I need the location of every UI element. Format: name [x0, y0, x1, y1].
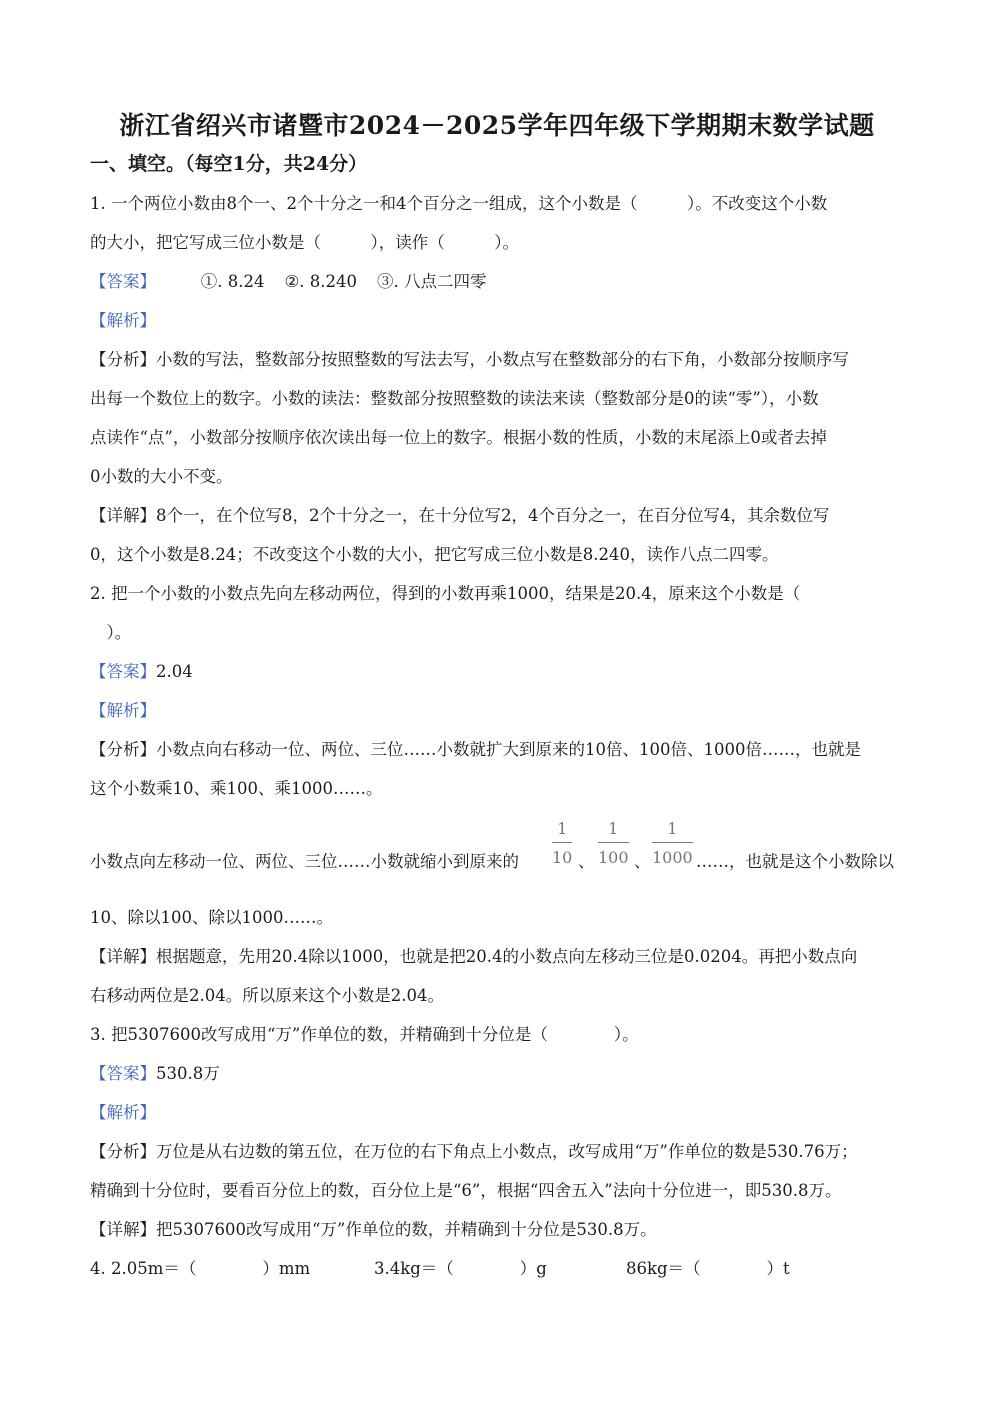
q1-answer-2: ②. 8.240	[284, 272, 358, 291]
q2-fenxi-line1	[90, 730, 920, 769]
q4-part-t: 86kg＝（ ）t	[626, 1259, 790, 1278]
q2-frac-post: ……，也就是这个小数除以	[696, 852, 894, 871]
q3-detail-text1: 把5307600改写成用“万”作单位的数，并精确到十分位是530.8万。	[156, 1220, 657, 1239]
q2-detail-line1	[90, 937, 920, 976]
section-heading: 一、填空。（每空1分，共24分）	[90, 153, 368, 175]
q1-fenxi-line4: 0小数的大小不变。	[90, 467, 233, 486]
fenxi-tag: 【分析】	[90, 740, 156, 759]
page-title: 浙江省绍兴市诸暨市2024－2025学年四年级下学期期末数学试题	[119, 111, 875, 140]
fraction-numerator: 1	[598, 816, 629, 843]
q2-frac-pre: 小数点向左移动一位、两位、三位……小数就缩小到原来的	[90, 852, 519, 871]
q3-answer-value: 530.8万	[156, 1064, 220, 1083]
fraction-sep: 、	[578, 852, 595, 871]
fraction-denominator: 100	[598, 848, 629, 867]
fraction-denominator: 1000	[652, 848, 693, 867]
q2-answer-value: 2.04	[156, 662, 193, 681]
question-2	[90, 574, 920, 1015]
exam-page	[90, 108, 920, 1288]
question-3	[90, 1015, 920, 1249]
analysis-tag: 【解析】	[90, 701, 156, 720]
q4-part-g: 3.4kg＝（ ）g	[374, 1259, 547, 1278]
q2-fraction-line	[90, 816, 920, 898]
detail-tag: 【详解】	[90, 1220, 156, 1239]
q3-fenxi-line2: 精确到十分位时，要看百分位上的数，百分位上是“6”，根据“四舍五入”法向十分位进一，即530.8万。	[90, 1181, 842, 1200]
q2-text-line1: 2. 把一个小数的小数点先向左移动两位，得到的小数再乘1000，结果是20.4，原来这个小数是（	[90, 584, 801, 603]
fraction-numerator: 1	[552, 816, 572, 843]
fraction-1-10	[552, 816, 572, 873]
q3-fenxi-text1: 万位是从右边数的第五位，在万位的右下角点上小数点，改写成用“万”作单位的数是530.76万；	[156, 1142, 858, 1161]
q3-fenxi-line1	[90, 1132, 920, 1171]
q1-detail-text1: 8个一，在个位写8，2个十分之一，在十分位写2，4个百分之一，在百分位写4，其余数位写	[156, 506, 830, 525]
q1-answer-3: ③. 八点二四零	[377, 272, 487, 291]
q3-text-line1: 3. 把5307600改写成用“万”作单位的数，并精确到十分位是（ ）。	[90, 1025, 639, 1044]
q1-fenxi-line2: 出每一个数位上的数字。小数的读法：整数部分按照整数的读法来读（整数部分是0的读“零”），小数	[90, 389, 819, 408]
analysis-tag: 【解析】	[90, 1103, 156, 1122]
q1-fenxi-line1	[90, 340, 920, 379]
q1-answer-1: ①. 8.24	[200, 272, 265, 291]
question-1	[90, 184, 920, 574]
q2-detail-line2: 右移动两位是2.04。所以原来这个小数是2.04。	[90, 986, 444, 1005]
detail-tag: 【详解】	[90, 506, 156, 525]
q2-answer	[90, 652, 920, 691]
answer-tag: 【答案】	[90, 662, 156, 681]
detail-tag: 【详解】	[90, 947, 156, 966]
fenxi-tag: 【分析】	[90, 350, 156, 369]
fraction-1-100	[598, 816, 629, 873]
q1-fenxi-text1: 小数的写法，整数部分按照整数的写法去写，小数点写在整数部分的右下角，小数部分按顺序写	[156, 350, 849, 369]
q2-fenxi-line2: 这个小数乘10、乘100、乘1000……。	[90, 779, 383, 798]
q1-text-line2: 的大小，把它写成三位小数是（ ），读作（ ）。	[90, 233, 519, 252]
q1-detail-line2: 0，这个小数是8.24；不改变这个小数的大小，把它写成三位小数是8.240，读作八点二四零。	[90, 545, 779, 564]
q2-fenxi-line3: 10、除以100、除以1000……。	[90, 908, 333, 927]
fraction-numerator: 1	[652, 816, 693, 843]
q1-fenxi-line3: 点读作“点”，小数部分按顺序依次读出每一位上的数字。根据小数的性质，小数的末尾添上0或者去掉	[90, 428, 827, 447]
fraction-sep: 、	[634, 852, 651, 871]
fraction-1-1000	[652, 816, 693, 873]
fraction-denominator: 10	[552, 848, 573, 867]
q2-detail-text1: 根据题意，先用20.4除以1000，也就是把20.4的小数点向左移动三位是0.0204。再把小数点向	[156, 947, 858, 966]
fenxi-tag: 【分析】	[90, 1142, 156, 1161]
q3-answer	[90, 1054, 920, 1093]
q1-text-line1: 1. 一个两位小数由8个一、2个十分之一和4个百分之一组成，这个小数是（ ）。不改变这个小数	[90, 194, 828, 213]
q1-answer	[90, 262, 920, 301]
q3-detail-line1	[90, 1210, 920, 1249]
q4-part-mm: 4. 2.05m＝（ ）mm	[90, 1259, 311, 1278]
answer-tag: 【答案】	[90, 1064, 156, 1083]
question-4	[90, 1249, 920, 1288]
q1-detail-line1	[90, 496, 920, 535]
q2-fenxi-text1: 小数点向右移动一位、两位、三位……小数就扩大到原来的10倍、100倍、1000倍……，也就是	[156, 740, 861, 759]
q2-text-line2: ）。	[90, 623, 132, 642]
analysis-tag: 【解析】	[90, 311, 156, 330]
answer-tag: 【答案】	[90, 272, 148, 291]
